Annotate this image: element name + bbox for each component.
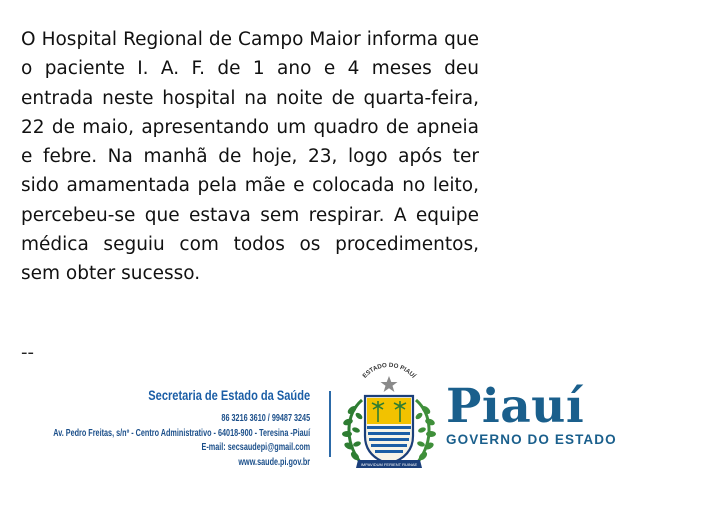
email-address[interactable]: E-mail: secsaudepi@gmail.com: [201, 442, 310, 453]
svg-text:ESTADO DO PIAUÍ: ESTADO DO PIAUÍ: [361, 362, 417, 380]
website-link[interactable]: www.saude.pi.gov.br: [238, 456, 310, 468]
email-signature: [0, 360, 720, 490]
state-coat-of-arms-icon: [338, 362, 440, 480]
brand-subtitle: GOVERNO DO ESTADO: [446, 432, 617, 447]
piaui-government-logo: [446, 379, 617, 447]
signature-divider: [329, 391, 331, 457]
svg-text:IMPAVIDUM FERIENT RUINAE: IMPAVIDUM FERIENT RUINAE: [360, 462, 418, 468]
secretaria-contact-block: [0, 388, 310, 470]
address: Av. Pedro Freitas, s/nº - Centro Administrativo - 64018-900 - Teresina -Piauí: [53, 427, 310, 439]
brand-name: Piauí: [446, 379, 585, 434]
secretaria-title: Secretaria de Estado da Saúde: [148, 388, 310, 403]
message-body: O Hospital Regional de Campo Maior informa que o paciente I. A. F. de 1 ano e 4 meses deu entrada neste hospital na noite de quarta-feira, 22 de maio, apresentando um quadro de apneia e febre. Na manhã de hoje, 23, logo após ter sido amamentada pela mãe e colocada no leito, percebeu-se que estava sem respirar. A equipe médica seguiu com todos os procedimentos, sem obter sucesso.: [21, 29, 479, 285]
phone-number: 86 3216 3610 / 99487 3245: [221, 413, 310, 424]
signature-separator: --: [21, 342, 34, 363]
